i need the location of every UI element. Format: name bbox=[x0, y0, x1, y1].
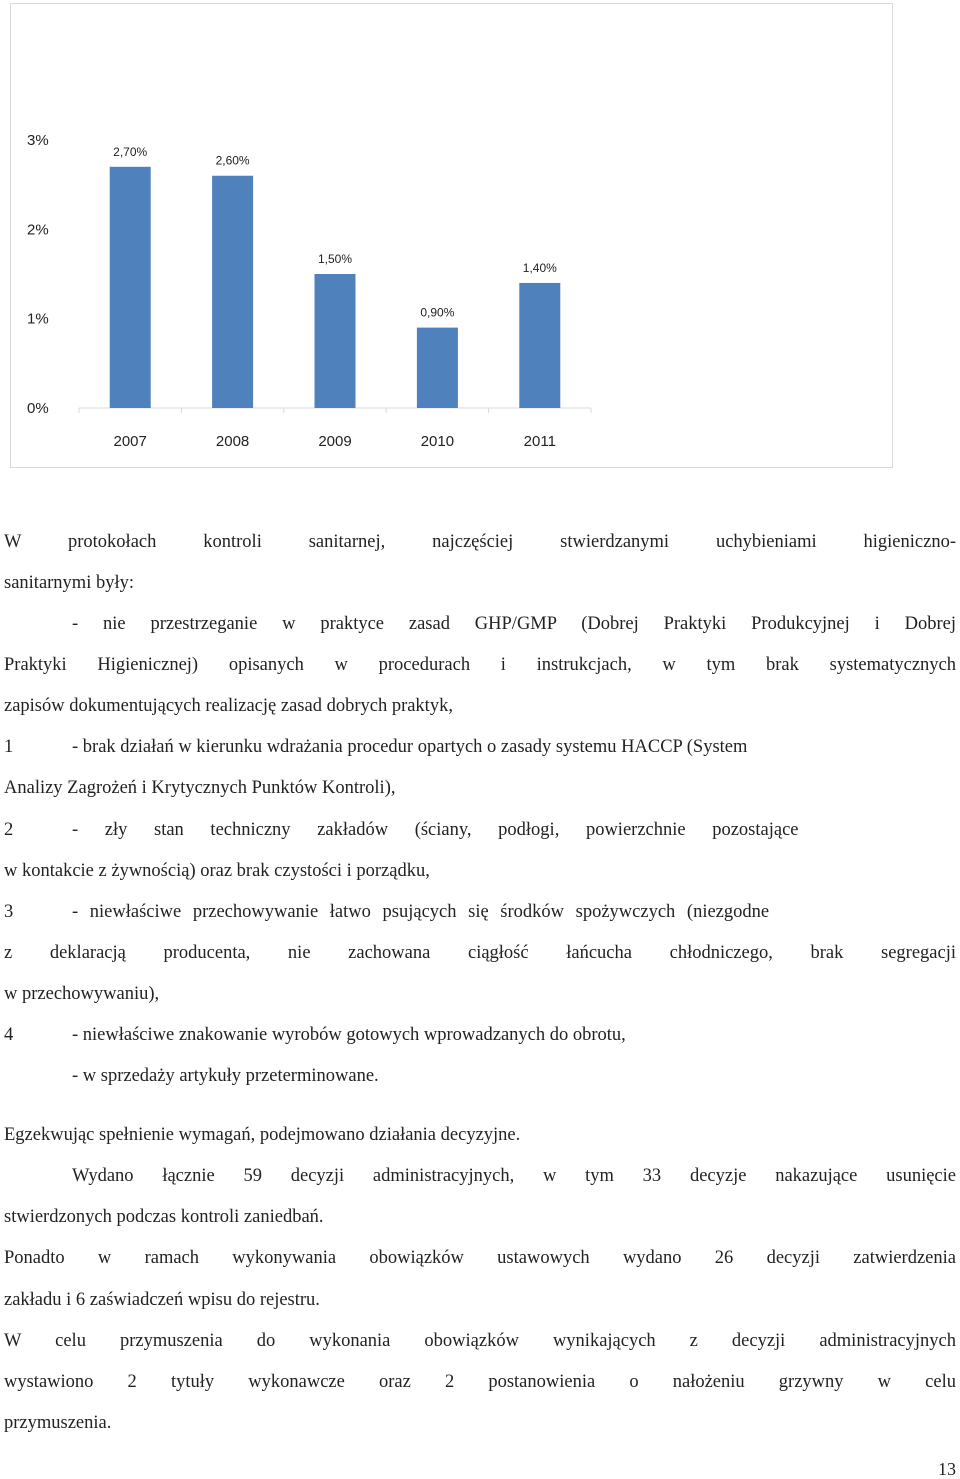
item-0-line-1: - nie przestrzeganie w praktyce zasad GHP/GMP (Dobrej Praktyki Produkcyjnej i Dobrej bbox=[72, 614, 956, 634]
paragraph-2-line-1: Egzekwując spełnienie wymagań, podejmowano działania decyzyjne. bbox=[4, 1125, 521, 1145]
paragraph-4-line-2: zakładu i 6 zaświadczeń wpisu do rejestru. bbox=[4, 1290, 320, 1310]
bar bbox=[519, 283, 560, 408]
item-3-number: 3 bbox=[4, 902, 14, 922]
data-label: 0,90% bbox=[420, 305, 455, 320]
x-tick-label: 2007 bbox=[113, 433, 147, 450]
paragraph-4-line-1: Ponadto w ramach wykonywania obowiązków ustawowych wydano 26 decyzji zatwierdzenia bbox=[4, 1248, 956, 1268]
y-tick-label: 3% bbox=[27, 132, 49, 149]
intro-line-1: W protokołach kontroli sanitarnej, najczęściej stwierdzanymi uchybieniami higieniczno- bbox=[4, 532, 956, 552]
bar bbox=[110, 167, 151, 408]
item-2-line-2: w kontakcie z żywnością) oraz brak czystości i porządku, bbox=[4, 861, 430, 881]
x-tick-label: 2010 bbox=[420, 433, 455, 450]
paragraph-3-line-2: stwierdzonych podczas kontroli zaniedbań. bbox=[4, 1207, 324, 1227]
paragraph-5-line-3: przymuszenia. bbox=[4, 1413, 112, 1433]
item-4-line-1 bbox=[4, 1023, 956, 1047]
chart-canvas bbox=[11, 4, 894, 469]
data-label: 1,40% bbox=[522, 260, 557, 275]
item-2-number: 2 bbox=[4, 820, 14, 840]
data-label: 2,60% bbox=[215, 153, 250, 168]
y-tick-label: 2% bbox=[27, 221, 49, 239]
bar bbox=[315, 274, 356, 408]
item-5-line-1: - w sprzedaży artykuły przeterminowane. bbox=[72, 1066, 379, 1086]
item-1-line-2: Analizy Zagrożeń i Krytycznych Punktów Kontroli), bbox=[4, 778, 396, 798]
item-3-line-1 bbox=[4, 900, 956, 924]
paragraph-5-line-1: W celu przymuszenia do wykonania obowiązków wynikających z decyzji administracyjnych bbox=[4, 1331, 956, 1351]
y-tick-label: 1% bbox=[27, 310, 49, 328]
intro-line-2: sanitarnymi były: bbox=[4, 573, 134, 593]
paragraph-5-line-2: wystawiono 2 tytuły wykonawcze oraz 2 postanowienia o nałożeniu grzywny w celu bbox=[4, 1372, 956, 1392]
x-tick-label: 2008 bbox=[215, 433, 250, 450]
page-number: 13 bbox=[938, 1459, 956, 1479]
bar-chart bbox=[10, 3, 893, 468]
item-1-number: 1 bbox=[4, 737, 14, 757]
item-3-line-3: w przechowywaniu), bbox=[4, 984, 160, 1004]
item-1-line-1 bbox=[4, 735, 956, 759]
item-1-text: - brak działań w kierunku wdrażania procedur opartych o zasady systemu HACCP (System bbox=[72, 737, 748, 757]
paragraph-3-line-1: Wydano łącznie 59 decyzji administracyjnych, w tym 33 decyzje nakazujące usunięcie bbox=[72, 1166, 956, 1186]
y-tick-label: 0% bbox=[27, 400, 49, 417]
bar bbox=[417, 328, 458, 408]
data-label: 1,50% bbox=[317, 252, 353, 266]
item-3-text: - niewłaściwe przechowywanie łatwo psujących się środków spożywczych (niezgodne bbox=[72, 902, 770, 922]
item-2-text: - zły stan techniczny zakładów (ściany, podłogi, powierzchnie pozostające bbox=[72, 820, 799, 840]
data-label: 2,70% bbox=[113, 144, 148, 159]
x-tick-label: 2011 bbox=[523, 433, 556, 450]
x-tick-label: 2009 bbox=[318, 433, 352, 450]
item-2-line-1 bbox=[4, 818, 956, 842]
item-3-line-2: z deklaracją producenta, nie zachowana ciągłość łańcucha chłodniczego, brak segregacji bbox=[4, 943, 956, 963]
bar bbox=[212, 176, 253, 408]
item-4-number: 4 bbox=[4, 1025, 14, 1045]
item-4-text: - niewłaściwe znakowanie wyrobów gotowych wprowadzanych do obrotu, bbox=[72, 1025, 626, 1045]
item-0-line-2: Praktyki Higienicznej) opisanych w procedurach i instrukcjach, w tym brak systematycznych bbox=[4, 655, 956, 675]
item-0-line-3: zapisów dokumentujących realizację zasad dobrych praktyk, bbox=[4, 696, 453, 716]
